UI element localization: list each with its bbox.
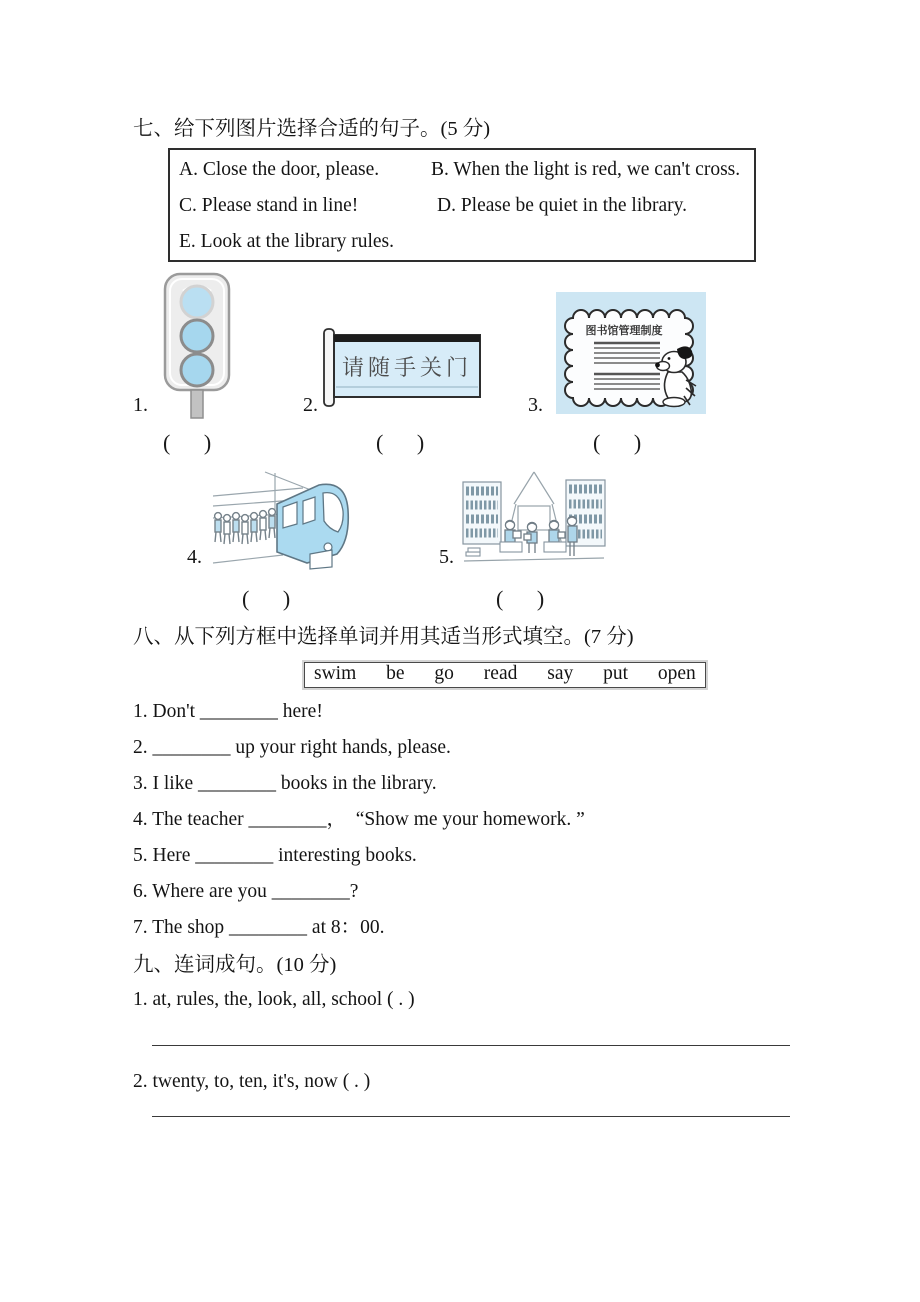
word-bank-word: read: [483, 663, 518, 684]
section-8-title: 八、从下列方框中选择单词并用其适当形式填空。(7 分): [133, 626, 634, 648]
fill-blank-sentence-5: 5. Here ________ interesting books.: [133, 845, 417, 866]
library-rules-card-illustration: [556, 292, 706, 414]
door-sign-text: 请随手关门: [341, 355, 473, 380]
picture-5-number: 5.: [439, 546, 454, 568]
option-a: A. Close the door, please.: [179, 159, 380, 180]
picture-3-answer-slot[interactable]: ( ): [593, 430, 643, 455]
option-e: E. Look at the library rules.: [179, 231, 394, 252]
section-9-title: 九、连词成句。(10 分): [133, 954, 337, 976]
rearrange-item-2: 2. twenty, to, ten, it's, now ( . ): [133, 1071, 371, 1092]
word-bank-word: swim: [314, 663, 357, 684]
rearrange-item-1: 1. at, rules, the, look, all, school ( . ): [133, 989, 415, 1010]
word-bank-box: [304, 662, 706, 688]
fill-blank-sentence-3: 3. I like ________ books in the library.: [133, 773, 437, 794]
sentence-options-box: [168, 148, 756, 262]
picture-5-answer-slot[interactable]: ( ): [496, 586, 546, 611]
picture-2-number: 2.: [303, 394, 318, 416]
fill-blank-sentence-2: 2. ________ up your right hands, please.: [133, 737, 451, 758]
section-7-title: 七、给下列图片选择合适的句子。(5 分): [133, 118, 491, 140]
library-reading-illustration: [460, 468, 608, 572]
picture-3-number: 3.: [528, 394, 543, 416]
picture-4-number: 4.: [187, 546, 202, 568]
fill-blank-sentence-1: 1. Don't ________ here!: [133, 701, 323, 722]
option-b: B. When the light is red, we can't cross.: [431, 159, 741, 180]
word-bank-word: go: [434, 663, 454, 684]
picture-4-answer-slot[interactable]: ( ): [242, 586, 292, 611]
answer-line-1[interactable]: [152, 1045, 790, 1046]
traffic-light-illustration: [155, 271, 239, 419]
word-bank-word: be: [386, 663, 405, 684]
fill-blank-sentence-4: 4. The teacher ________， “Show me your homework. ”: [133, 809, 585, 830]
queue-at-train-illustration: [211, 470, 353, 574]
fill-blank-sentence-6: 6. Where are you ________?: [133, 881, 359, 902]
option-c: C. Please stand in line!: [179, 195, 359, 216]
fill-blank-sentence-7: 7. The shop ________ at 8：00.: [133, 917, 385, 938]
word-bank-word: open: [657, 663, 696, 684]
word-bank-word: say: [547, 663, 574, 684]
door-sign-illustration: [322, 326, 482, 410]
card-title-text: 图书馆管理制度: [585, 325, 663, 337]
answer-line-2[interactable]: [152, 1116, 790, 1117]
picture-2-answer-slot[interactable]: ( ): [376, 430, 426, 455]
picture-1-number: 1.: [133, 394, 148, 416]
option-d: D. Please be quiet in the library.: [437, 195, 687, 216]
word-bank-word: put: [603, 663, 629, 684]
picture-1-answer-slot[interactable]: ( ): [163, 430, 213, 455]
